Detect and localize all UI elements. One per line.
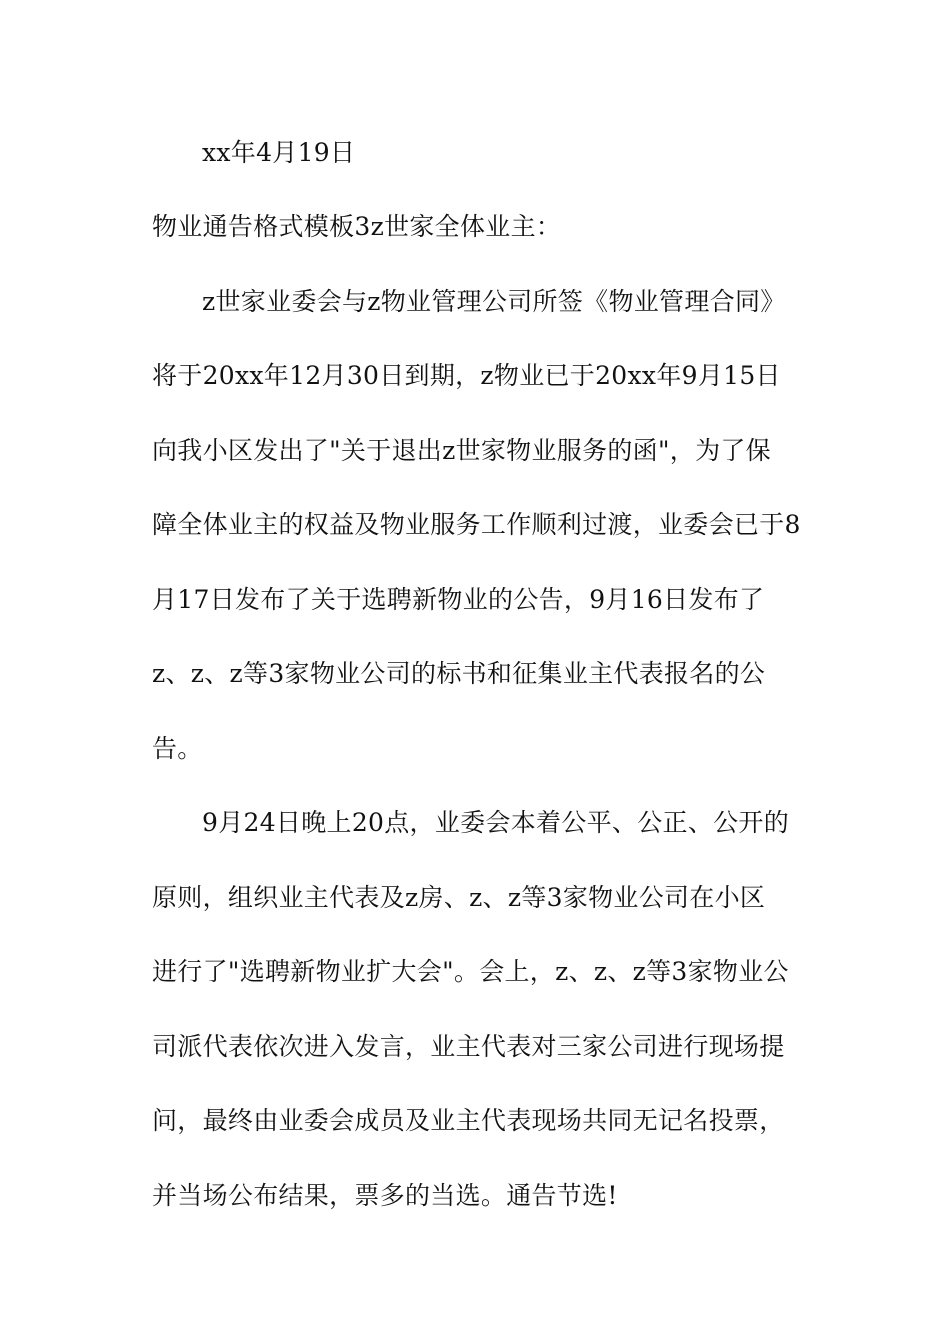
paragraph-line: 进行了"选聘新物业扩大会"。会上，z、z、z等3家物业公 [152, 957, 789, 986]
paragraph-line: 障全体业主的权益及物业服务工作顺利过渡，业委会已于8 [152, 510, 801, 539]
heading-line: 物业通告格式模板3z世家全体业主： [152, 212, 562, 241]
paragraph-line: 告。 [152, 734, 203, 763]
paragraph-line: z、z、z等3家物业公司的标书和征集业主代表报名的公 [152, 659, 766, 688]
paragraph-line: 月17日发布了关于选聘新物业的公告，9月16日发布了 [152, 585, 765, 614]
paragraph-line: 向我小区发出了"关于退出z世家物业服务的函"，为了保 [152, 436, 771, 465]
paragraph-line: 9月24日晚上20点，业委会本着公平、公正、公开的 [202, 808, 790, 837]
paragraph-line: 并当场公布结果，票多的当选。通告节选! [152, 1181, 618, 1210]
paragraph-line: 原则，组织业主代表及z房、z、z等3家物业公司在小区 [152, 883, 766, 912]
paragraph-line: 问，最终由业委会成员及业主代表现场共同无记名投票， [152, 1106, 785, 1135]
paragraph-line: z世家业委会与z物业管理公司所签《物业管理合同》 [202, 287, 786, 316]
paragraph-line: 将于20xx年12月30日到期，z物业已于20xx年9月15日 [152, 361, 781, 390]
date-line: xx年4月19日 [202, 138, 356, 167]
paragraph-line: 司派代表依次进入发言，业主代表对三家公司进行现场提 [152, 1032, 785, 1061]
